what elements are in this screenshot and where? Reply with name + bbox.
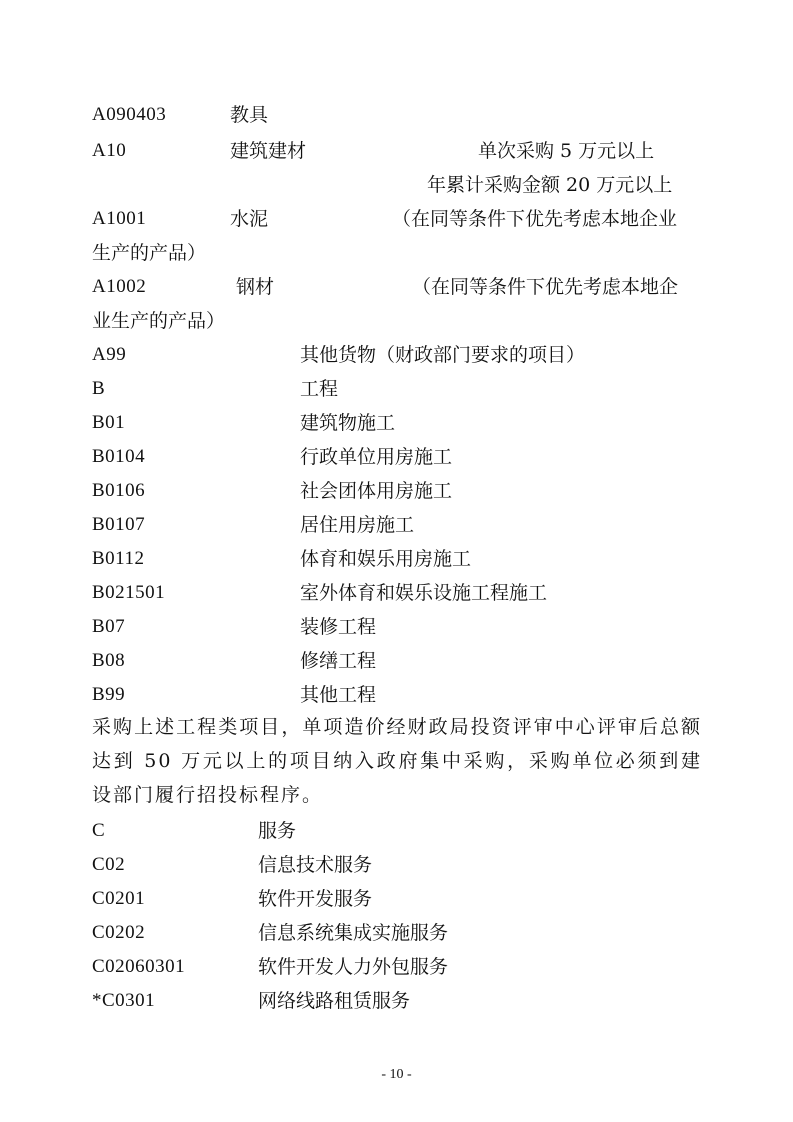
procurement-rule-paragraph: 采购上述工程类项目，单项造价经财政局投资评审中心评审后总额达到 50 万元以上的项目纳入政府集中采购，采购单位必须到建设部门履行招投标程序。 (92, 716, 702, 806)
item-name: 建筑物施工 (300, 412, 396, 434)
item-code: C02 (92, 854, 126, 875)
item-code: C0201 (92, 888, 146, 909)
item-name: 其他货物（财政部门要求的项目） (300, 344, 586, 366)
item-code: C (92, 820, 106, 841)
page-number: - 10 - (381, 1067, 412, 1082)
item-code: A10 (92, 140, 127, 161)
item-note-continued: 业生产的产品） (92, 310, 226, 332)
item-code: *C0301 (92, 990, 156, 1011)
item-name: 行政单位用房施工 (300, 446, 453, 468)
item-note-continued: 生产的产品） (92, 242, 207, 264)
item-code: B07 (92, 616, 126, 637)
item-code: B0112 (92, 548, 145, 569)
item-threshold-note: 单次采购 5 万元以上 (478, 140, 655, 162)
item-code: C0202 (92, 922, 146, 943)
item-code: B0104 (92, 446, 146, 467)
item-code: A1001 (92, 208, 147, 229)
item-name: 服务 (258, 820, 297, 842)
item-name: 工程 (300, 378, 339, 400)
item-name: 软件开发服务 (258, 888, 373, 910)
item-name: 装修工程 (300, 616, 377, 638)
item-code: B021501 (92, 582, 166, 603)
item-code: A1002 (92, 276, 147, 297)
item-name: 室外体育和娱乐设施工程施工 (300, 582, 548, 604)
item-code: B0106 (92, 480, 146, 501)
item-threshold-note: 年累计采购金额 20 万元以上 (427, 174, 673, 196)
item-name: 社会团体用房施工 (300, 480, 453, 502)
item-code: B99 (92, 684, 126, 705)
item-name: 其他工程 (300, 684, 377, 706)
item-note: （在同等条件下优先考虑本地企 (412, 276, 679, 298)
item-name: 教具 (230, 104, 269, 126)
item-name: 信息技术服务 (258, 854, 373, 876)
item-name: 体育和娱乐用房施工 (300, 548, 472, 570)
item-code: B (92, 378, 106, 399)
item-name: 网络线路租赁服务 (258, 990, 411, 1012)
item-code: B01 (92, 412, 126, 433)
item-name: 建筑建材 (230, 140, 307, 162)
item-name: 钢材 (236, 276, 275, 298)
item-code: A090403 (92, 104, 167, 125)
item-name: 居住用房施工 (300, 514, 415, 536)
item-name: 软件开发人力外包服务 (258, 956, 449, 978)
item-name: 修缮工程 (300, 650, 377, 672)
item-name: 水泥 (230, 208, 269, 230)
item-code: B0107 (92, 514, 146, 535)
item-note: （在同等条件下优先考虑本地企业 (392, 208, 678, 230)
item-code: C02060301 (92, 956, 186, 977)
item-name: 信息系统集成实施服务 (258, 922, 449, 944)
item-code: B08 (92, 650, 126, 671)
item-code: A99 (92, 344, 127, 365)
